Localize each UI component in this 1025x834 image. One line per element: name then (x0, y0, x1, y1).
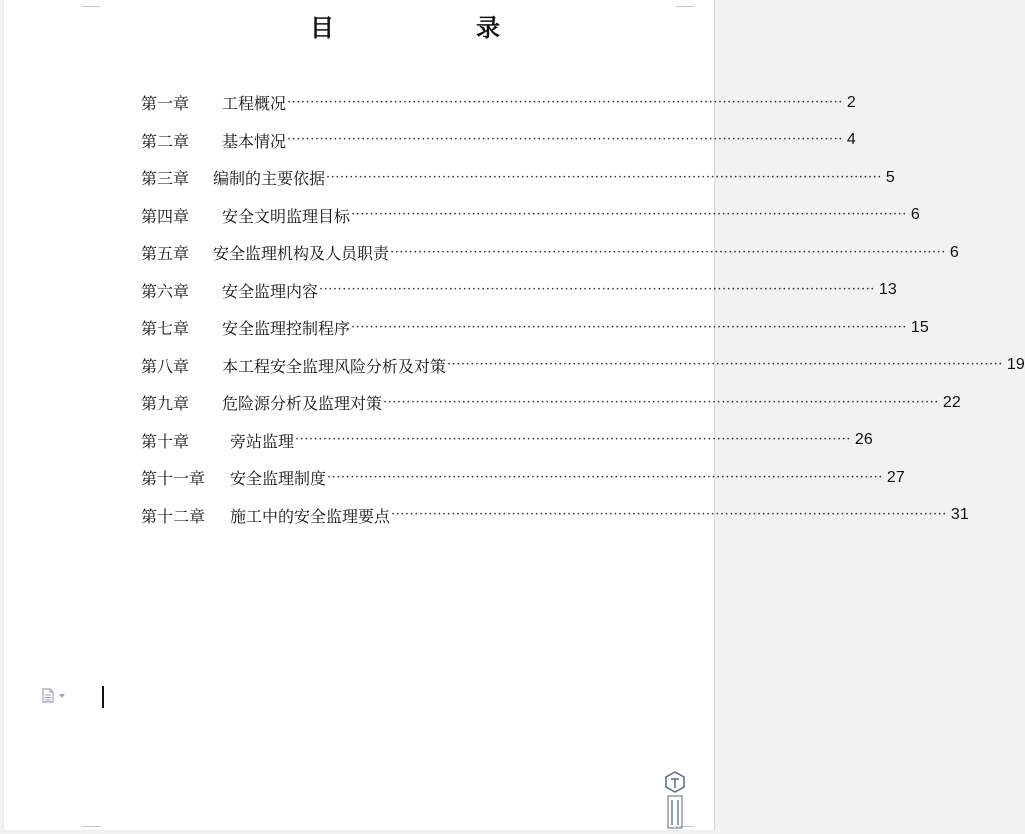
toc-chapter-title: 安全监理内容 (222, 281, 319, 301)
toc-chapter-title: 旁站监理 (230, 431, 295, 451)
toc-leader-dots: ························································································································ (327, 469, 883, 485)
toc-title (310, 8, 510, 42)
toc-chapter-number: 第十章 (141, 431, 190, 451)
toc-chapter-number: 第三章 (141, 169, 190, 189)
chevron-down-icon (59, 694, 65, 698)
toc-chapter-title: 本工程安全监理风险分析及对策 (222, 356, 447, 376)
toc-entry[interactable] (141, 197, 920, 235)
toc-chapter-number: 第五章 (141, 244, 190, 264)
toc-leader-dots: ························································································································ (287, 132, 843, 148)
toc-entry[interactable] (141, 422, 873, 460)
toc-page-number: 22 (942, 393, 961, 411)
table-of-contents (141, 84, 1025, 534)
toc-leader-dots: ························································································································ (447, 357, 1003, 373)
toc-chapter-title: 施工中的安全监理要点 (230, 506, 391, 526)
toc-leader-dots: ························································································································ (319, 282, 875, 298)
toc-chapter-title: 安全监理制度 (230, 469, 327, 489)
toc-page-number: 19 (1006, 356, 1025, 374)
toc-chapter-number: 第十一章 (141, 469, 206, 489)
toc-entry[interactable] (141, 459, 905, 497)
crop-mark (82, 826, 100, 833)
text-cursor (102, 686, 104, 708)
toc-page-number: 31 (950, 506, 969, 524)
toc-chapter-number: 第七章 (141, 319, 190, 339)
toc-entry[interactable] (141, 159, 895, 197)
toc-chapter-title: 安全监理机构及人员职责 (213, 244, 390, 264)
toc-chapter-title: 基本情况 (222, 131, 287, 151)
toc-leader-dots: ························································································································ (295, 432, 851, 448)
toc-page-number: 26 (854, 431, 873, 449)
toc-page-number: 27 (886, 468, 905, 486)
crop-mark (82, 0, 100, 7)
toc-page-number: 15 (910, 318, 929, 336)
toc-leader-dots: ························································································································ (287, 94, 843, 110)
toc-leader-dots: ························································································································ (390, 244, 946, 260)
crop-mark (676, 0, 694, 7)
toc-chapter-number: 第四章 (141, 206, 190, 226)
toc-page-number: 5 (885, 168, 895, 186)
toc-leader-dots: ························································································································ (351, 207, 907, 223)
toc-chapter-number: 第十二章 (141, 506, 206, 526)
toc-chapter-number: 第一章 (141, 94, 190, 114)
toc-chapter-title: 安全文明监理目标 (222, 206, 351, 226)
toc-leader-dots: ························································································································ (326, 169, 882, 185)
toc-leader-dots: ························································································································ (391, 507, 947, 523)
toc-title-char: 录 (476, 14, 500, 42)
toc-chapter-title: 危险源分析及监理对策 (222, 394, 383, 414)
toc-title-char: 目 (310, 14, 334, 42)
toc-leader-dots: ························································································································ (383, 394, 939, 410)
toc-chapter-number: 第九章 (141, 394, 190, 414)
toc-entry[interactable] (141, 309, 929, 347)
toc-leader-dots: ························································································································ (351, 319, 907, 335)
toc-page-number: 6 (910, 206, 920, 224)
toc-entry[interactable] (141, 497, 969, 535)
document-icon (42, 688, 54, 703)
toc-entry[interactable] (141, 347, 1025, 385)
toc-page-number: 4 (846, 131, 856, 149)
toc-entry[interactable] (141, 234, 959, 272)
toc-entry[interactable] (141, 272, 897, 310)
toc-entry[interactable] (141, 122, 856, 160)
toc-chapter-title: 安全监理控制程序 (222, 319, 351, 339)
toc-chapter-number: 第六章 (141, 281, 190, 301)
toc-page-number: 6 (949, 243, 959, 261)
toc-page-number: 13 (878, 281, 897, 299)
toc-chapter-number: 第二章 (141, 131, 190, 151)
logo-icon (664, 770, 686, 830)
toc-chapter-title: 编制的主要依据 (213, 169, 326, 189)
toc-entry[interactable] (141, 384, 961, 422)
toc-chapter-number: 第八章 (141, 356, 190, 376)
toc-chapter-title: 工程概况 (222, 94, 287, 114)
document-page[interactable] (4, 0, 1025, 830)
toc-entry[interactable] (141, 84, 856, 122)
paragraph-options[interactable] (42, 688, 65, 703)
toc-page-number: 2 (846, 93, 856, 111)
